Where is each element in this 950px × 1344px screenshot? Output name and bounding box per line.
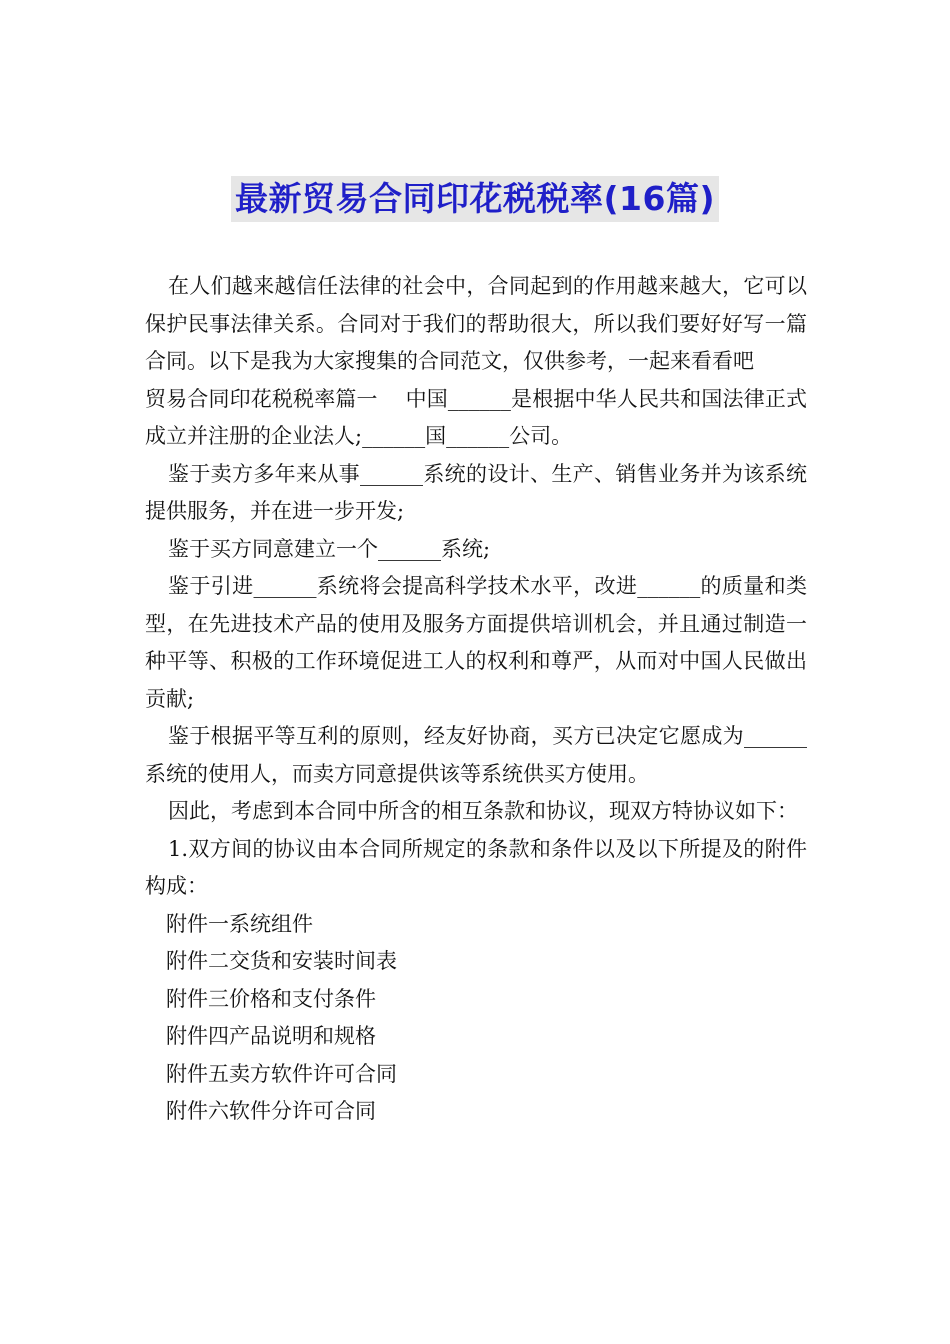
clause-paragraph: 1.双方间的协议由本合同所规定的条款和条件以及以下所提及的附件构成：	[145, 836, 807, 898]
intro-paragraph: 在人们越来越信任法律的社会中，合同起到的作用越来越大，它可以保护民事法律关系。合同对于我们的帮助很大，所以我们要好好写一篇合同。以下是我为大家搜集的合同范文，仅供参考，一起来看看吧	[145, 274, 807, 373]
document-body	[145, 268, 807, 1131]
appendix-item: 附件二交货和安装时间表	[166, 949, 397, 973]
recital-paragraph: 鉴于卖方多年来从事______系统的设计、生产、销售业务并为该系统提供服务，并在进一步开发;	[145, 461, 807, 523]
appendix-item: 附件五卖方软件许可合同	[166, 1061, 397, 1086]
appendix-item: 附件一系统组件	[166, 911, 313, 936]
recital-paragraph: 鉴于引进______系统将会提高科学技术水平，改进______的质量和类型，在先进技术产品的使用及服务方面提供培训机会，并且通过制造一种平等、积极的工作环境促进工人的权利和尊严，从而对中国人民做出贡献;	[145, 574, 807, 711]
appendix-item: 附件三价格和支付条件	[166, 986, 376, 1011]
contract-party-paragraph: 贸易合同印花税税率篇一 中国______是根据中华人民共和国法律正式成立并注册的企业法人;______国______公司。	[145, 386, 807, 448]
document-title: 最新贸易合同印花税税率(16篇)	[231, 176, 719, 222]
recital-paragraph: 鉴于买方同意建立一个______系统;	[168, 536, 491, 561]
appendix-item: 附件六软件分许可合同	[166, 1099, 376, 1123]
recital-paragraph: 鉴于根据平等互利的原则，经友好协商，买方已决定它愿成为______系统的使用人，而卖方同意提供该等系统供买方使用。	[145, 724, 807, 786]
appendix-item: 附件四产品说明和规格	[166, 1024, 376, 1048]
title-container	[0, 176, 950, 222]
agreement-paragraph: 因此，考虑到本合同中所含的相互条款和协议，现双方特协议如下：	[168, 799, 798, 823]
